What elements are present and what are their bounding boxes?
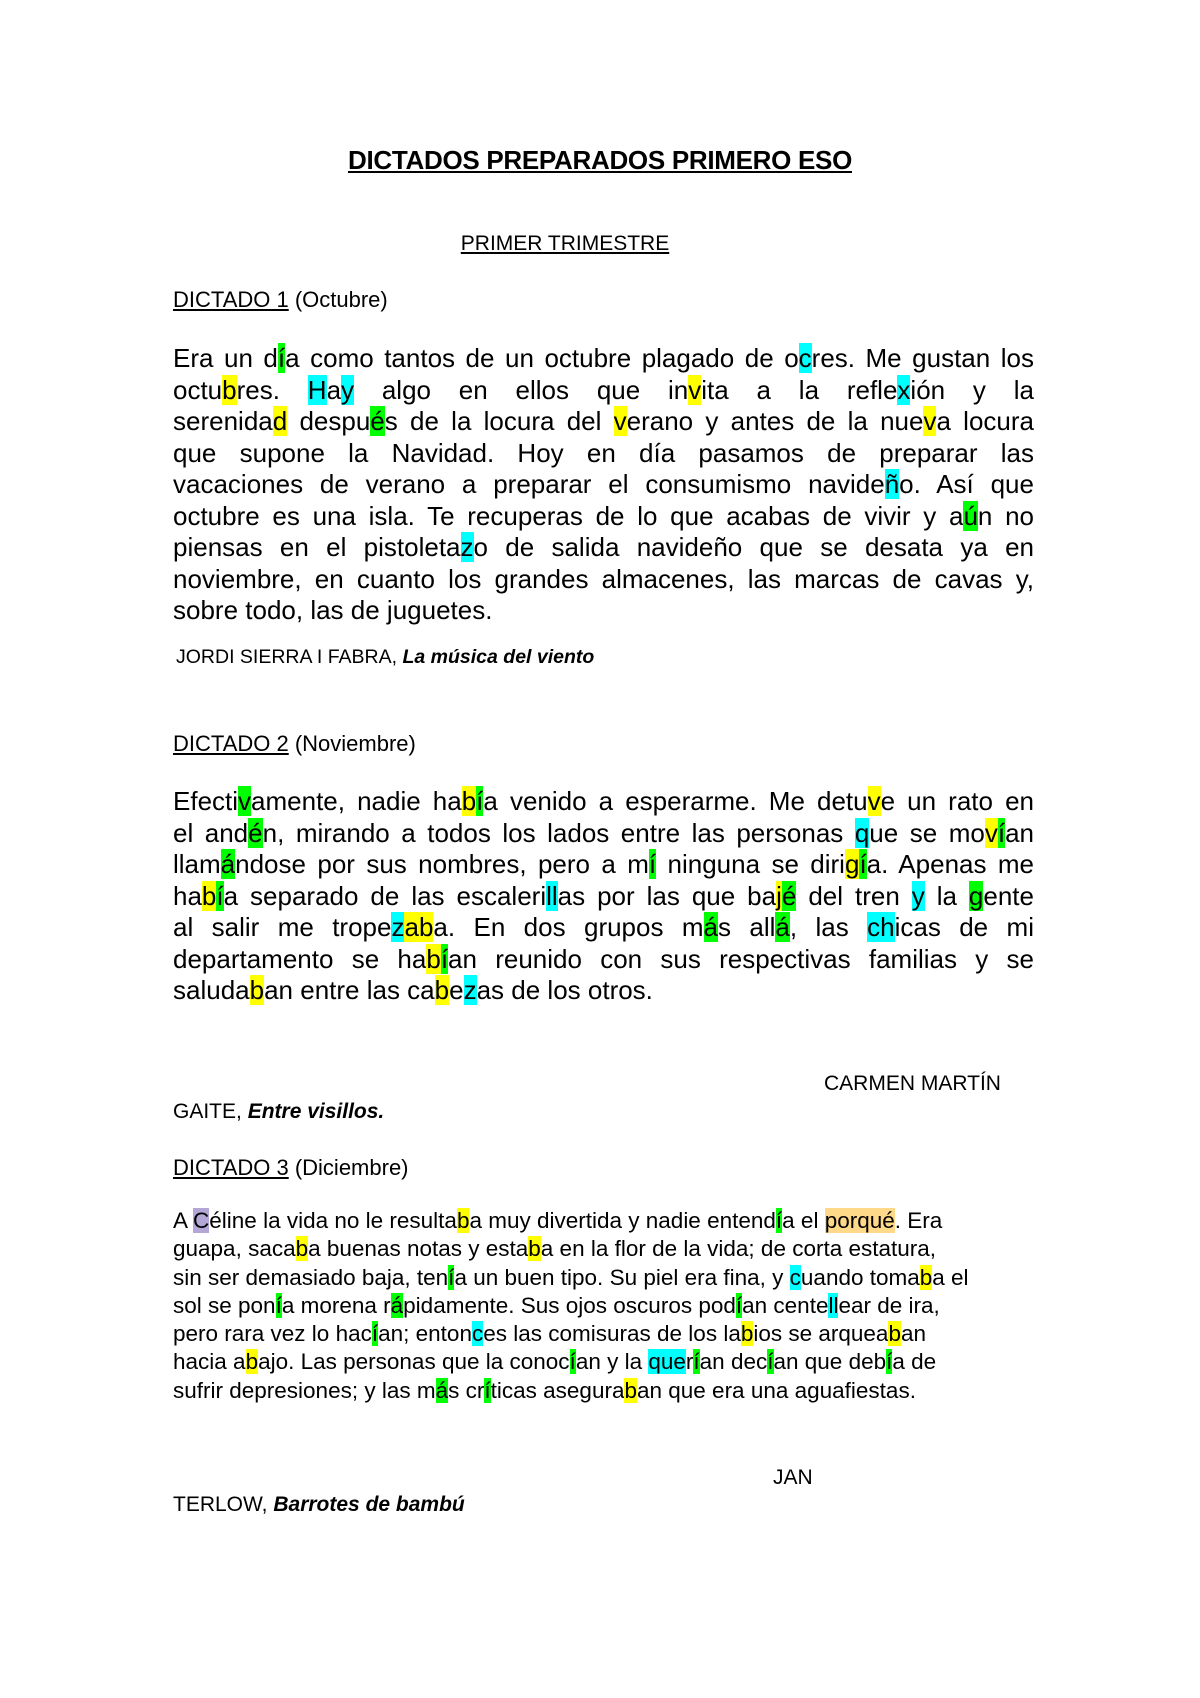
dictado-3-heading <box>173 1155 409 1181</box>
dictado-3-source <box>173 1493 465 1517</box>
dictado-2-text: Efectivamente, nadie había venido a esperarme. Me detuve un rato en el andén, mirando a todos los lados entre las personas que se movían llamándose por sus nombres, pero a mí ninguna se dirigía. Apenas me había separado de las escalerillas por las que bajé del tren y la gente al salir me tropezaba. En dos grupos más allá, las chicas de mi departamento se habían reunido con sus respectivas familias y se saludaban entre las cabezas de los otros. <box>173 786 1034 1005</box>
dictado-3-author-line1: JAN <box>773 1466 813 1489</box>
dictado-1-work: La música del viento <box>402 646 595 668</box>
dictado-2-source <box>173 1100 384 1124</box>
dictado-1-heading <box>173 287 388 313</box>
dictado-2-author-line1: CARMEN MARTÍN <box>824 1072 1001 1095</box>
dictado-1-month: (Octubre) <box>288 287 388 312</box>
dictado-2-month: (Noviembre) <box>288 731 416 756</box>
dictado-3-month: (Diciembre) <box>288 1155 409 1180</box>
dictado-3-author-line2: TERLOW, <box>173 1493 268 1516</box>
dictado-3-work: Barrotes de bambú <box>273 1493 465 1516</box>
dictado-1-number: DICTADO 1 <box>173 287 289 312</box>
dictado-1-text: Era un día como tantos de un octubre plagado de ocres. Me gustan los octubres. Hay algo en ellos que invita a la reflexión y la serenidad después de la locura del verano y antes de la nueva locura que supone la Navidad. Hoy en día pasamos de preparar las vacaciones de verano a preparar el consumismo navideño. Así que octubre es una isla. Te recuperas de lo que acabas de vivir y aún no piensas en el pistoletazo de salida navideño que se desata ya en noviembre, en cuanto los grandes almacenes, las marcas de cavas y, sobre todo, las de juguetes. <box>173 343 1034 625</box>
dictado-3-number: DICTADO 3 <box>173 1155 289 1180</box>
dictado-2-author-line2: GAITE, <box>173 1100 242 1123</box>
dictado-2-work: Entre visillos. <box>247 1100 385 1123</box>
dictado-2-heading <box>173 731 416 757</box>
document-title: DICTADOS PREPARADOS PRIMERO ESO <box>347 145 852 175</box>
dictado-3-text: A Céline la vida no le resultaba muy divertida y nadie entendía el porqué. Era guapa, sacaba buenas notas y estaba en la flor de la vida; de corta estatura, sin ser demasiado baja, tenía un buen tipo. Su piel era fina, y cuando tomaba el sol se ponía morena rápidamente. Sus ojos oscuros podían centellear de ira, pero rara vez lo hacían; entonces las comisuras de los labios se arqueaban hacia abajo. Las personas que la conocían y la querían decían que debía de sufrir depresiones; y las más críticas aseguraban que era una aguafiestas. <box>173 1208 969 1403</box>
dictado-2-number: DICTADO 2 <box>173 731 289 756</box>
dictado-1-author: JORDI SIERRA I FABRA, <box>176 646 398 668</box>
dictado-1-source <box>176 646 594 669</box>
term-heading: PRIMER TRIMESTRE <box>460 232 670 255</box>
